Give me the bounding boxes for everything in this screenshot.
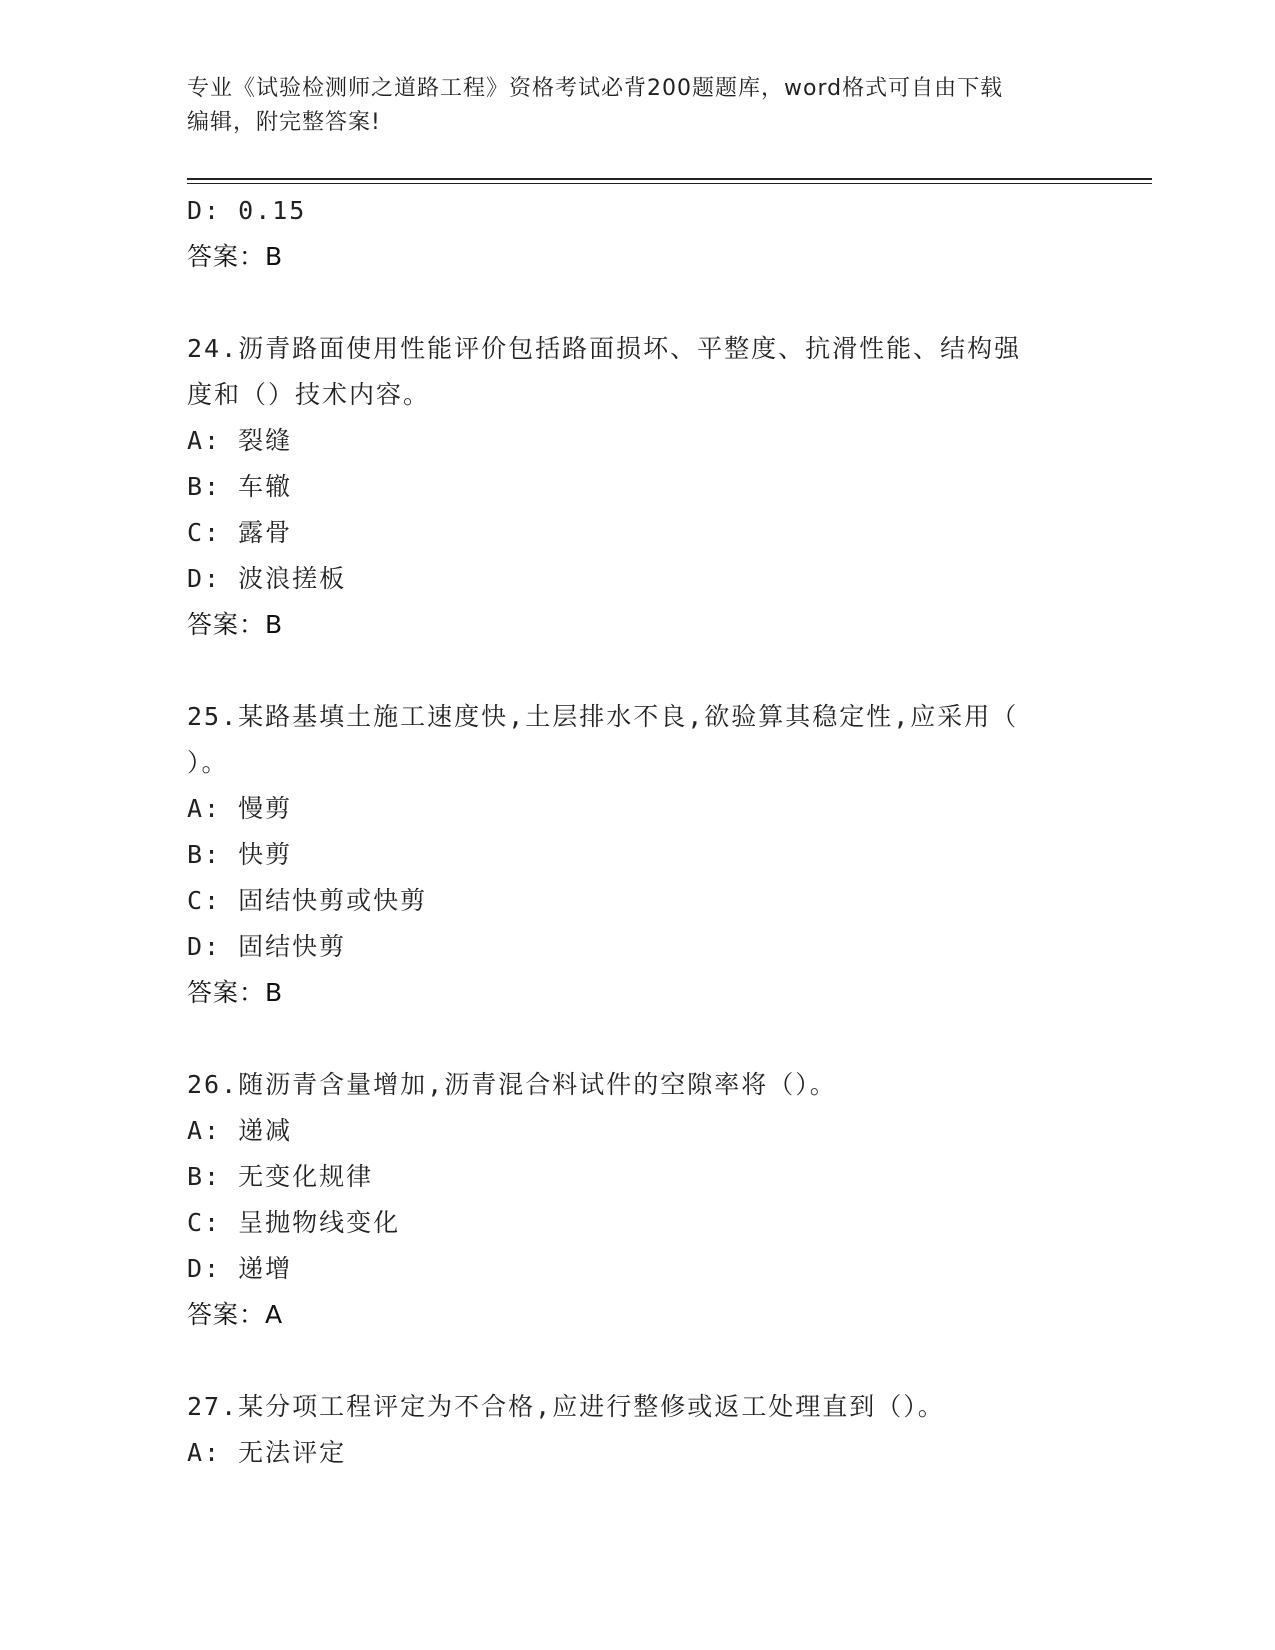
question-stem-continued: 度和（）技术内容。: [187, 380, 431, 409]
question-stem: 25.某路基填土施工速度快,土层排水不良,欲验算其稳定性,应采用（: [187, 702, 1019, 731]
question-25: [187, 694, 1087, 1016]
option-d: D: 递增: [187, 1254, 293, 1283]
header-divider-thick: [187, 178, 1152, 180]
spacer: [187, 1338, 1087, 1384]
option-c: C: 固结快剪或快剪: [187, 886, 428, 915]
question-26: [187, 1062, 1087, 1338]
answer-line: 答案：B: [187, 242, 284, 271]
header-line-1: 专业《试验检测师之道路工程》资格考试必背200题题库，word格式可自由下载: [187, 76, 1004, 101]
option-c: C: 呈抛物线变化: [187, 1208, 401, 1237]
header-divider-thin: [187, 183, 1152, 184]
spacer: [187, 280, 1087, 326]
option-b: B: 无变化规律: [187, 1162, 374, 1191]
question-content: [187, 188, 1087, 1476]
question-stem-continued: ）。: [187, 748, 229, 777]
question-stem: 27.某分项工程评定为不合格,应进行整修或返工处理直到（）。: [187, 1392, 945, 1421]
option-d: D: 0.15: [187, 196, 307, 225]
option-a: A: 慢剪: [187, 794, 293, 823]
spacer: [187, 648, 1087, 694]
question-stem: 26.随沥青含量增加,沥青混合料试件的空隙率将（）。: [187, 1070, 837, 1099]
option-a: A: 递减: [187, 1116, 293, 1145]
spacer: [187, 1016, 1087, 1062]
option-b: B: 车辙: [187, 472, 293, 501]
document-header: [187, 72, 1067, 140]
option-c: C: 露骨: [187, 518, 293, 547]
answer-line: 答案：B: [187, 978, 284, 1007]
option-d: D: 波浪搓板: [187, 564, 347, 593]
question-27: [187, 1384, 1087, 1476]
option-b: B: 快剪: [187, 840, 293, 869]
question-stem: 24.沥青路面使用性能评价包括路面损坏、平整度、抗滑性能、结构强: [187, 334, 1022, 363]
answer-line: 答案：A: [187, 1300, 284, 1329]
option-a: A: 无法评定: [187, 1438, 347, 1467]
question-24: [187, 326, 1087, 648]
header-line-2: 编辑，附完整答案!: [187, 110, 381, 135]
answer-line: 答案：B: [187, 610, 284, 639]
option-a: A: 裂缝: [187, 426, 293, 455]
option-d: D: 固结快剪: [187, 932, 347, 961]
